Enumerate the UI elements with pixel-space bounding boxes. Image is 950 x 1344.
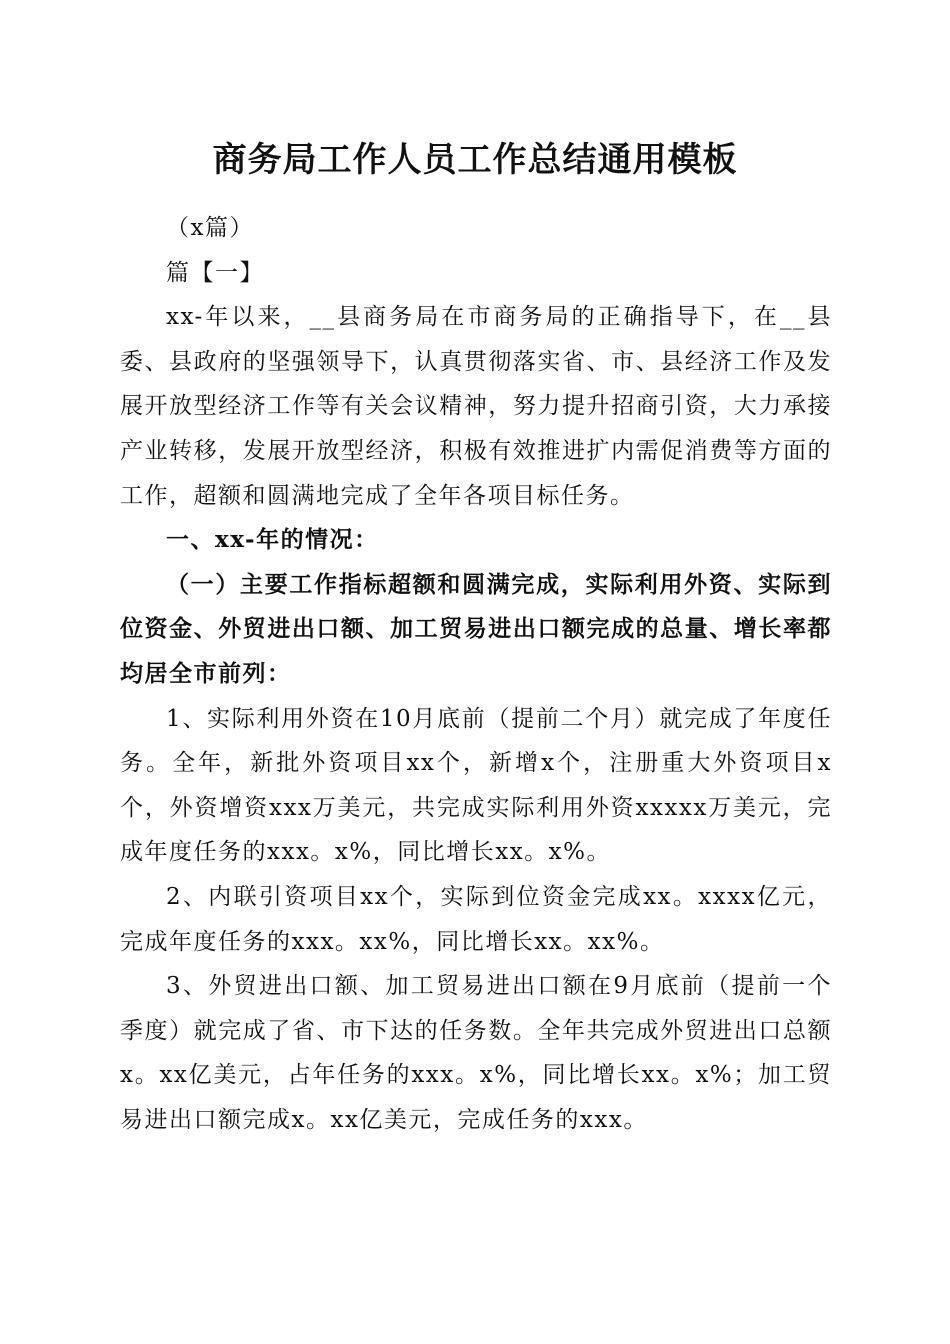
item-foreign-investment: 1、实际利用外资在10月底前（提前二个月）就完成了年度任务。全年，新批外资项目xx个，新增x个，注册重大外资项目x个，外资增资xxx万美元，共完成实际利用外资xxxxx万美元，完成年度任务的xxx。x%，同比增长xx。x%。 <box>120 705 832 866</box>
subtitle-count: （x篇） <box>166 215 254 241</box>
heading-situation: 一、xx-年的情况： <box>166 526 379 554</box>
item-domestic-investment: 2、内联引资项目xx个，实际到位资金完成xx。xxxx亿元，完成年度任务的xxx。xx%，同比增长xx。xx%。 <box>120 883 832 955</box>
section-marker: 篇【一】 <box>166 259 264 286</box>
document-title: 商务局工作人员工作总结通用模板 <box>212 140 738 180</box>
subheading-indicators: （一）主要工作指标超额和圆满完成，实际利用外资、实际到位资金、外贸进出口额、加工贸易进出口额完成的总量、增长率都均居全市前列： <box>120 570 832 687</box>
intro-paragraph: xx-年以来，__县商务局在市商务局的正确指导下，在__县委、县政府的坚强领导下，认真贯彻落实省、市、县经济工作及发展开放型经济工作等有关会议精神，努力提升招商引资，大力承接产业转移，发展开放型经济，积极有效推进扩内需促消费等方面的工作，超额和圆满地完成了全年各项目标任务。 <box>120 304 832 509</box>
item-foreign-trade: 3、外贸进出口额、加工贸易进出口额在9月底前（提前一个季度）就完成了省、市下达的任务数。全年共完成外贸进出口总额x。xx亿美元，占年任务的xxx。x%，同比增长xx。x%；加工贸易进出口额完成x。xx亿美元，完成任务的xxx。 <box>120 973 832 1133</box>
document-body <box>120 206 832 1142</box>
